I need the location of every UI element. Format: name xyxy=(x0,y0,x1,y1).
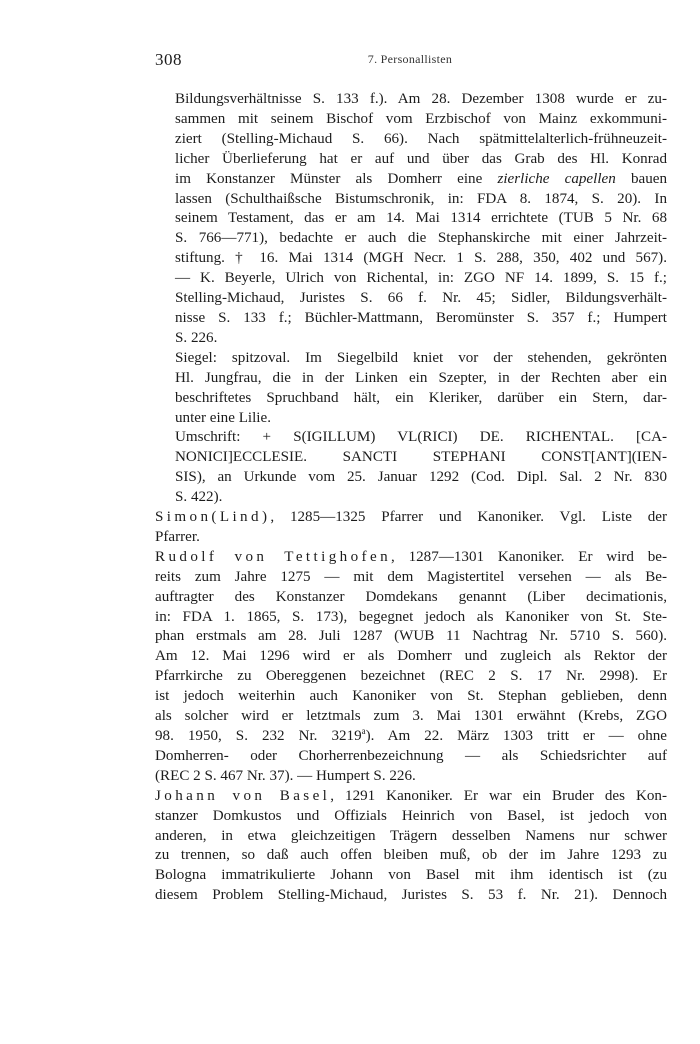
text-line: Stelling-Michaud, Juristes S. 66 f. Nr. 45; Sidler, Bildungsverhält- xyxy=(175,290,667,307)
continuation-paragraph xyxy=(155,90,667,349)
text-line: als solcher wird er letztmals zum 3. Mai 1301 erwähnt (Krebs, ZGO xyxy=(155,708,667,725)
text-line: lassen (Schulthaißsche Bistumschronik, in: FDA 8. 1874, S. 20). In xyxy=(175,190,667,207)
text-line: Pfarrer. xyxy=(155,528,200,545)
text-fragment: im Konstanzer Münster als Domherr eine xyxy=(175,170,483,187)
entry-simon-lind xyxy=(155,508,667,548)
text-fragment: , 1287—1301 Kanoniker. Er wird be- xyxy=(391,548,667,565)
text-line: nisse S. 133 f.; Büchler-Mattmann, Beromünster S. 357 f.; Humpert xyxy=(175,309,667,326)
text-fragment: bauen xyxy=(615,170,668,187)
text-line: zu trennen, so daß auch offen bleiben muß, ob der im Jahre 1293 zu xyxy=(155,847,667,864)
text-line: seinem Testament, das er am 14. Mai 1314 errichtete (TUB 5 Nr. 68 xyxy=(175,210,667,227)
text-line: stiftung. † 16. Mai 1314 (MGH Necr. 1 S. 288, 350, 402 und 567). xyxy=(175,250,667,267)
text-line: beschriftetes Spruchband hält, ein Kleriker, darüber ein Stern, dar- xyxy=(175,389,667,406)
text-line: NONICI]ECCLESIE. SANCTI STEPHANI CONST[ANT](IEN- xyxy=(175,449,667,466)
text-fragment: 98. 1950, S. 232 Nr. 3219 xyxy=(155,728,362,744)
text-line: Domherren- oder Chorherrenbezeichnung — als Schiedsrichter auf xyxy=(155,747,667,764)
italic-quote: zierliche capellen xyxy=(497,170,616,187)
text-line: licher Überlieferung hat er auf und über das Grab des Hl. Konrad xyxy=(175,150,667,167)
entry-rudolf-von-tettighofen xyxy=(155,548,667,787)
text-line xyxy=(155,787,667,807)
text-line: unter eine Lilie. xyxy=(175,409,271,426)
text-line: SIS), an Urkunde vom 25. Januar 1292 (Cod. Dipl. Sal. 2 Nr. 830 xyxy=(175,469,667,486)
text-fragment: , 1285—1325 Pfarrer und Kanoniker. Vgl. Liste der xyxy=(270,509,667,526)
text-fragment: , 1291 Kanoniker. Er war ein Bruder des Kon- xyxy=(330,787,667,804)
text-line: S. 766—771), bedachte er auch die Stephanskirche mit einer Jahrzeit- xyxy=(175,230,667,247)
text-fragment: ). Am 22. März 1303 tritt er — ohne xyxy=(365,728,668,744)
inscription-paragraph xyxy=(155,428,667,508)
body-text xyxy=(155,90,667,906)
entry-johann-von-basel xyxy=(155,787,667,906)
text-line: Am 12. Mai 1296 wird er als Domherr und zugleich als Rektor der xyxy=(155,648,667,665)
entry-name: Rudolf von Tettighofen xyxy=(155,548,392,565)
text-line: ziert (Stelling-Michaud S. 66). Nach spätmittelalterlich-frühneuzeit- xyxy=(175,130,667,147)
text-line: in: FDA 1. 1865, S. 173), begegnet jedoch als Kanoniker von St. Ste- xyxy=(155,608,667,625)
text-line xyxy=(155,508,667,528)
text-line: diesem Problem Stelling-Michaud, Juristes S. 53 f. Nr. 21). Dennoch xyxy=(155,887,667,904)
text-line xyxy=(175,170,667,190)
running-title: 7. Personallisten xyxy=(367,52,453,66)
text-line: stanzer Domkustos und Offizials Heinrich von Basel, ist jedoch von xyxy=(155,807,667,824)
text-line: — K. Beyerle, Ulrich von Richental, in: ZGO NF 14. 1899, S. 15 f.; xyxy=(175,270,667,287)
text-line: sammen mit seinem Bischof vom Erzbischof von Mainz exkommuni- xyxy=(175,110,667,127)
text-line xyxy=(155,548,667,568)
text-line: S. 422). xyxy=(175,489,223,506)
text-line: auftragter des Konstanzer Domdekans genannt (Liber decimationis, xyxy=(155,588,667,605)
entry-name: Simon(Lind) xyxy=(155,509,271,526)
text-line: Bildungsverhältnisse S. 133 f.). Am 28. Dezember 1308 wurde er zu- xyxy=(175,91,667,107)
text-line: phan erstmals am 28. Juli 1287 (WUB 11 Nachtrag Nr. 5710 S. 560). xyxy=(155,628,667,645)
text-line xyxy=(155,725,668,747)
seal-paragraph xyxy=(155,349,667,429)
text-line: (REC 2 S. 467 Nr. 37). — Humpert S. 226. xyxy=(155,767,416,784)
entry-name: Johann von Basel xyxy=(155,787,331,804)
text-line: reits zum Jahre 1275 — mit dem Magistertitel versehen — als Be- xyxy=(155,568,667,585)
text-line: Umschrift: + S(IGILLUM) VL(RICI) DE. RICHENTAL. [CA- xyxy=(175,429,667,446)
running-head xyxy=(155,50,665,74)
text-line: Hl. Jungfrau, die in der Linken ein Szepter, in der Rechten aber ein xyxy=(175,369,667,386)
text-line: anderen, in etwa gleichzeitigen Trägern desselben Namens nur schwer xyxy=(155,827,667,844)
text-line: ist jedoch weiterhin auch Kanoniker von St. Stephan geblieben, denn xyxy=(155,688,667,705)
text-line: S. 226. xyxy=(175,329,218,346)
text-line: Pfarrkirche zu Obereggenen bezeichnet (REC 2 S. 17 Nr. 2998). Er xyxy=(155,668,667,685)
page-number: 308 xyxy=(155,50,182,69)
text-line: Siegel: spitzoval. Im Siegelbild kniet vor der stehenden, gekrönten xyxy=(175,349,667,366)
text-line: Bologna immatrikulierte Johann von Basel mit ihm identisch ist (zu xyxy=(155,867,667,884)
superscript: a xyxy=(361,725,366,736)
